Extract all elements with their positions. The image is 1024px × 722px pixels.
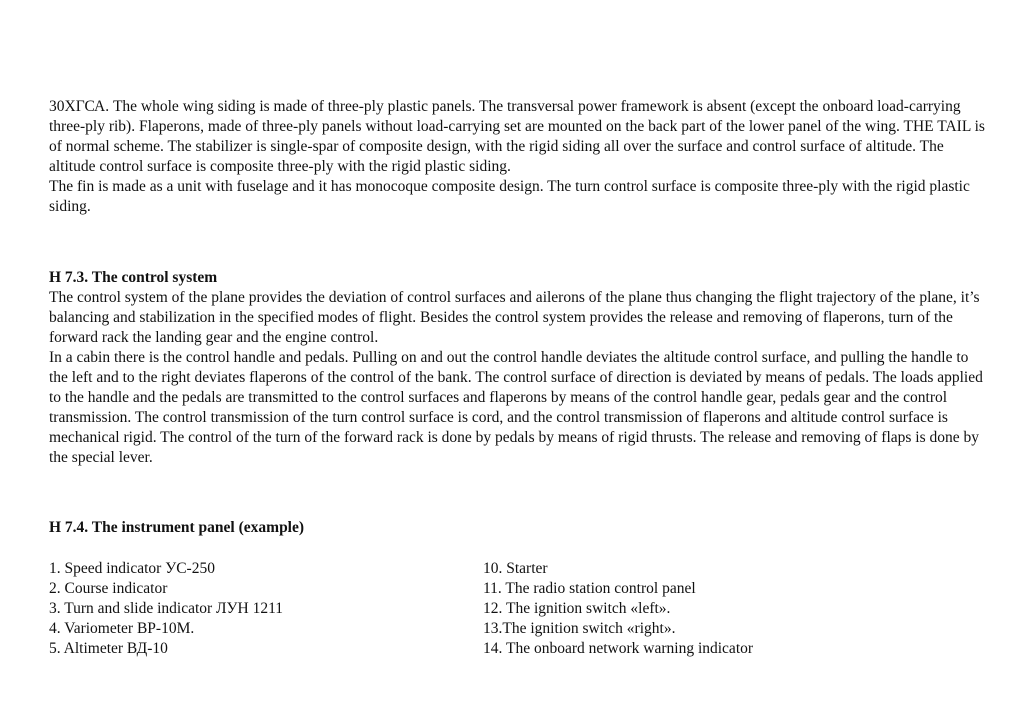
control-system-paragraph-2: In a cabin there is the control handle and pedals. Pulling on and out the control handle deviates the altitude control surface, and pulling the handle to the left and to the right deviates flaperons of the control of the bank. The control surface of direction is deviated by means of pedals. The loads applied to the handle and the pedals are transmitted to the control surfaces and flaperons by means of the control handle gear, pedals gear and the control transmission. The control transmission of the turn control surface is cord, and the control transmission of flaperons and altitude control surface is mechanical rigid. The control of the turn of the forward rack is done by pedals by means of rigid thrusts. The release and removing of flaps is done by the special lever. bbox=[49, 349, 983, 466]
list-item: 5. Altimeter ВД-10 bbox=[49, 640, 168, 658]
list-item: 3. Turn and slide indicator ЛУН 1211 bbox=[49, 600, 284, 618]
intro-paragraph-1: 30ХГСА. The whole wing siding is made of three-ply plastic panels. The transversal power framework is absent (except the onboard load-carrying three-ply rib). Flaperons, made of three-ply panels without load-carrying set are mounted on the back part of the lower panel of the wing. THE TAIL is of normal scheme. The stabilizer is single-spar of composite design, with the rigid siding all over the surface and control surface of altitude. The altitude control surface is composite three-ply with the rigid plastic siding. bbox=[49, 98, 985, 175]
document-page bbox=[49, 97, 989, 659]
list-item: 12. The ignition switch «left». bbox=[483, 600, 671, 618]
list-item: 11. The radio station control panel bbox=[483, 580, 696, 598]
intro-paragraph-2: The fin is made as a unit with fuselage and it has monocoque composite design. The turn control surface is composite three-ply with the rigid plastic siding. bbox=[49, 177, 970, 215]
control-system-paragraph-1: The control system of the plane provides the deviation of control surfaces and ailerons of the plane thus changing the flight trajectory of the plane, it’s balancing and stabilization in the specified modes of flight. Besides the control system provides the release and removing of flaperons, turn of the forward rack the landing gear and the engine control. bbox=[49, 289, 980, 347]
list-item: 13.The ignition switch «right». bbox=[483, 620, 676, 638]
section-heading-control-system: H 7.3. The control system bbox=[49, 269, 218, 287]
list-item: 14. The onboard network warning indicator bbox=[483, 640, 754, 658]
instrument-list-left bbox=[49, 559, 483, 659]
list-item: 4. Variometer ВР-10М. bbox=[49, 620, 195, 638]
section-heading-instrument-panel: H 7.4. The instrument panel (example) bbox=[49, 518, 305, 536]
instrument-list bbox=[49, 559, 989, 659]
instrument-list-right bbox=[483, 559, 983, 659]
list-item: 10. Starter bbox=[483, 560, 548, 578]
list-item: 2. Course indicator bbox=[49, 580, 168, 598]
list-item: 1. Speed indicator УС-250 bbox=[49, 560, 215, 578]
